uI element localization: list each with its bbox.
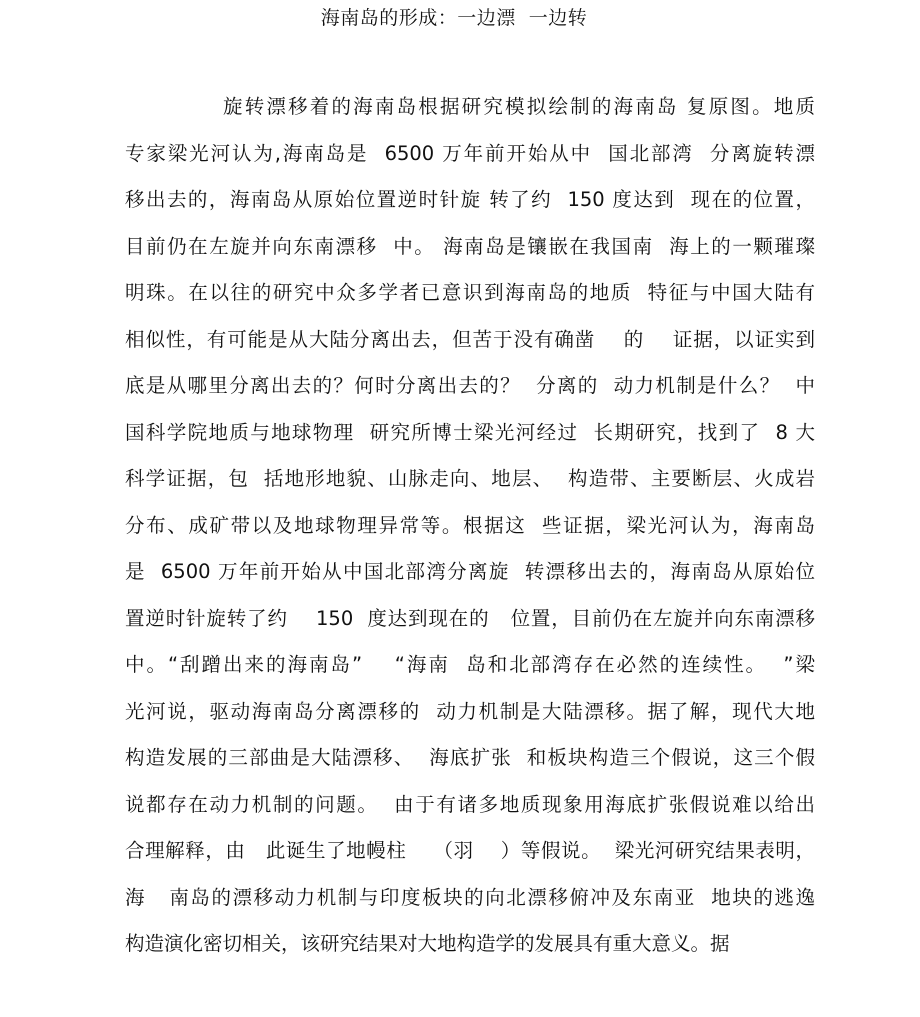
paragraph-line: 是 6500 万年前开始从中国北部湾分离旋 转漂移出去的，海南岛从原始位 — [125, 560, 815, 583]
paragraph-line: 合理解释，由 此诞生了地幔柱 （羽 ）等假说。 梁光河研究结果表明， — [125, 839, 815, 862]
document-title: 海南岛的形成：一边漂 一边转 — [320, 7, 588, 29]
paragraph-line: 专家梁光河认为,海南岛是 6500 万年前开始从中 国北部湾 分离旋转漂 — [125, 141, 815, 165]
paragraph-line: 构造发展的三部曲是大陆漂移、 海底扩张 和板块构造三个假说，这三个假 — [125, 746, 815, 769]
paragraph-line: 旋转漂移着的海南岛根据研究模拟绘制的海南岛 复原图。地质 — [223, 95, 815, 118]
paragraph-line: 说都存在动力机制的问题。 由于有诸多地质现象用海底扩张假说难以给出 — [125, 792, 815, 816]
paragraph-line: 移出去的，海南岛从原始位置逆时针旋 转了约 150 度达到 现在的位置， — [125, 188, 815, 211]
paragraph-line: 相似性，有可能是从大陆分离出去，但苦于没有确凿 的 证据，以证实到 — [125, 327, 815, 351]
paragraph-line: 分布、成矿带以及地球物理异常等。根据这 些证据，梁光河认为，海南岛 — [125, 513, 815, 537]
paragraph-line: 国科学院地质与地球物理 研究所博士梁光河经过 长期研究，找到了 8 大 — [125, 420, 815, 444]
paragraph-line: 中。“刮蹭出来的海南岛” “海南 岛和北部湾存在必然的连续性。 ”梁 — [125, 653, 815, 676]
paragraph-line: 海 南岛的漂移动力机制与印度板块的向北漂移俯冲及东南亚 地块的逃逸 — [125, 885, 815, 909]
document-body — [125, 90, 815, 974]
paragraph-line: 科学证据，包 括地形地貌、山脉走向、地层、 构造带、主要断层、火成岩 — [125, 467, 815, 490]
paragraph-line: 构造演化密切相关，该研究结果对大地构造学的发展具有重大意义。据 — [125, 932, 730, 955]
paragraph-line: 光河说，驱动海南岛分离漂移的 动力机制是大陆漂移。据了解，现代大地 — [125, 699, 815, 723]
paragraph-line: 底是从哪里分离出去的？何时分离出去的？ 分离的 动力机制是什么？ 中 — [125, 374, 815, 397]
paragraph-line: 目前仍在左旋并向东南漂移 中。 海南岛是镶嵌在我国南 海上的一颗璀璨 — [125, 234, 815, 258]
paragraph-line: 置逆时针旋转了约 150 度达到现在的 位置，目前仍在左旋并向东南漂移 — [125, 606, 815, 630]
paragraph-line: 明珠。在以往的研究中众多学者已意识到海南岛的地质 特征与中国大陆有 — [125, 281, 815, 304]
